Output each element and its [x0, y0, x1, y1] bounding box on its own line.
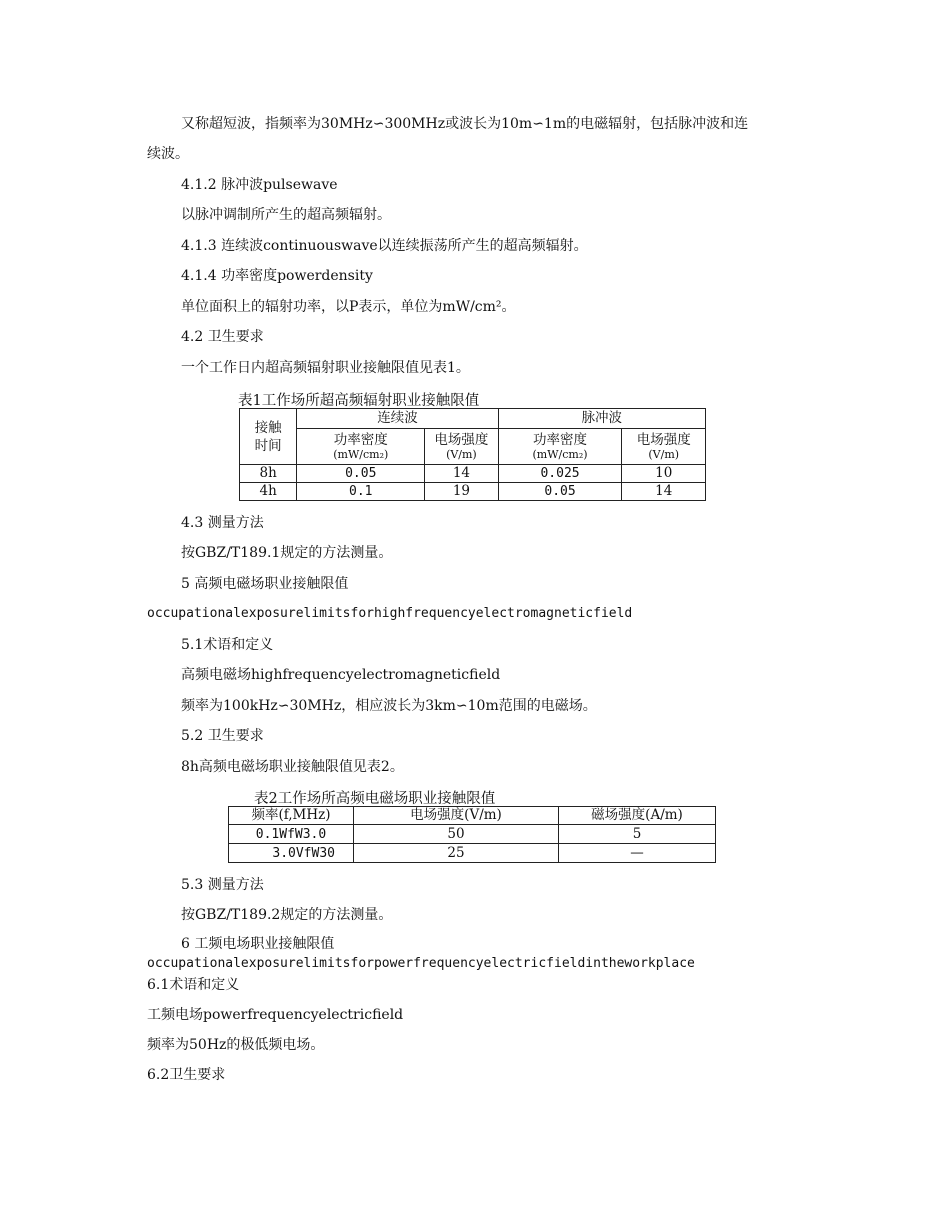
table1-cell: 14: [425, 465, 498, 483]
table-row: [240, 465, 706, 483]
heading-5-1: 5.1术语和定义: [181, 637, 274, 653]
table1-header-c-field-unit: (V/m): [446, 447, 477, 461]
table1-cell: 0.05: [498, 483, 622, 501]
table2-cell: 5: [559, 825, 716, 844]
table2-header-electric: 电场强度(V/m): [354, 807, 559, 825]
paragraph-method-4-3: 按GBZ/T189.1规定的方法测量。: [181, 545, 393, 561]
paragraph-6-english: occupationalexposurelimitsforpowerfrequencyelectricfieldintheworkplace: [147, 956, 695, 971]
table1: [239, 408, 706, 501]
table2: [228, 806, 716, 863]
table1-header-c-power-label: 功率密度: [333, 431, 388, 448]
table1-header-continuous: 连续波: [297, 409, 498, 429]
heading-6-2: 6.2卫生要求: [147, 1067, 226, 1083]
table1-header-p-field-label: 电场强度: [636, 431, 691, 448]
table2-cell: 25: [354, 844, 559, 863]
table2-header-magnetic: 磁场强度(A/m): [559, 807, 716, 825]
table1-cell: 4h: [240, 483, 297, 501]
table1-header-pulse: 脉冲波: [498, 409, 705, 429]
table-row: [229, 825, 716, 844]
heading-4-1-2: 4.1.2 脉冲波pulsewave: [181, 177, 338, 193]
table1-header-c-field-label: 电场强度: [434, 431, 489, 448]
table1-header-p-field-unit: (V/m): [648, 447, 680, 461]
heading-6-1: 6.1术语和定义: [147, 977, 240, 993]
heading-4-1-4: 4.1.4 功率密度powerdensity: [181, 268, 373, 284]
heading-4-1-3: 4.1.3 连续波continuouswave以连续振荡所产生的超高频辐射。: [181, 238, 588, 254]
table1-header-p-power: [498, 429, 622, 465]
table2-header-frequency: 频率(f,MHz): [229, 807, 354, 825]
table1-header-p-power-label: 功率密度: [533, 431, 588, 448]
table1-cell: 8h: [240, 465, 297, 483]
heading-5-2: 5.2 卫生要求: [181, 728, 264, 744]
table1-header-p-power-unit: (mW/cm₂): [532, 447, 588, 461]
paragraph-power-density: 单位面积上的辐射功率，以P表示，单位为mW/cm²。: [181, 299, 516, 315]
table-row: [229, 844, 716, 863]
table-row: [240, 483, 706, 501]
table1-header-c-field: [425, 429, 498, 465]
paragraph-hf-definition: 频率为100kHz∽30MHz，相应波长为3km∽10m范围的电磁场。: [181, 698, 597, 714]
paragraph-vhf-definition-cont: 续波。: [147, 146, 189, 162]
table1-header-time: [240, 409, 297, 465]
table1-cell: 19: [425, 483, 498, 501]
table2-cell: 0.1WfW3.0: [229, 825, 354, 844]
table1-header-c-power: [297, 429, 425, 465]
heading-4-2: 4.2 卫生要求: [181, 329, 264, 345]
table1-header-time-text: 接触时间: [254, 419, 282, 454]
paragraph-5-english: occupationalexposurelimitsforhighfrequencyelectromagneticfield: [147, 606, 633, 621]
table1-cell: 0.1: [297, 483, 425, 501]
heading-4-3: 4.3 测量方法: [181, 515, 264, 531]
table1-cell: 14: [622, 483, 706, 501]
table2-cell: —: [559, 844, 716, 863]
paragraph-pf-term: 工频电场powerfrequencyelectricfield: [147, 1007, 404, 1023]
table2-caption: 表2工作场所高频电磁场职业接触限值: [254, 791, 496, 807]
heading-5-3: 5.3 测量方法: [181, 877, 264, 893]
table1-header-c-power-unit: (mW/cm₂): [333, 447, 389, 461]
paragraph-method-5-3: 按GBZ/T189.2规定的方法测量。: [181, 907, 393, 923]
heading-6: 6 工频电场职业接触限值: [181, 936, 335, 952]
table1-header-p-field: [622, 429, 706, 465]
paragraph-vhf-definition: 又称超短波，指频率为30MHz∽300MHz或波长为10m∽1m的电磁辐射，包括脉冲波和连: [181, 116, 749, 132]
table2-cell: 50: [354, 825, 559, 844]
table1-cell: 0.025: [498, 465, 622, 483]
paragraph-hf-term: 高频电磁场highfrequencyelectromagneticfield: [181, 667, 501, 683]
paragraph-table2-ref: 8h高频电磁场职业接触限值见表2。: [181, 759, 404, 775]
paragraph-table1-ref: 一个工作日内超高频辐射职业接触限值见表1。: [181, 360, 470, 376]
table1-caption: 表1工作场所超高频辐射职业接触限值: [238, 393, 480, 409]
paragraph-pf-definition: 频率为50Hz的极低频电场。: [147, 1037, 325, 1053]
table1-cell: 10: [622, 465, 706, 483]
table1-cell: 0.05: [297, 465, 425, 483]
heading-5: 5 高频电磁场职业接触限值: [181, 576, 349, 592]
paragraph-pulse-wave: 以脉冲调制所产生的超高频辐射。: [181, 207, 391, 223]
table2-cell: 3.0VfW30: [229, 844, 354, 863]
